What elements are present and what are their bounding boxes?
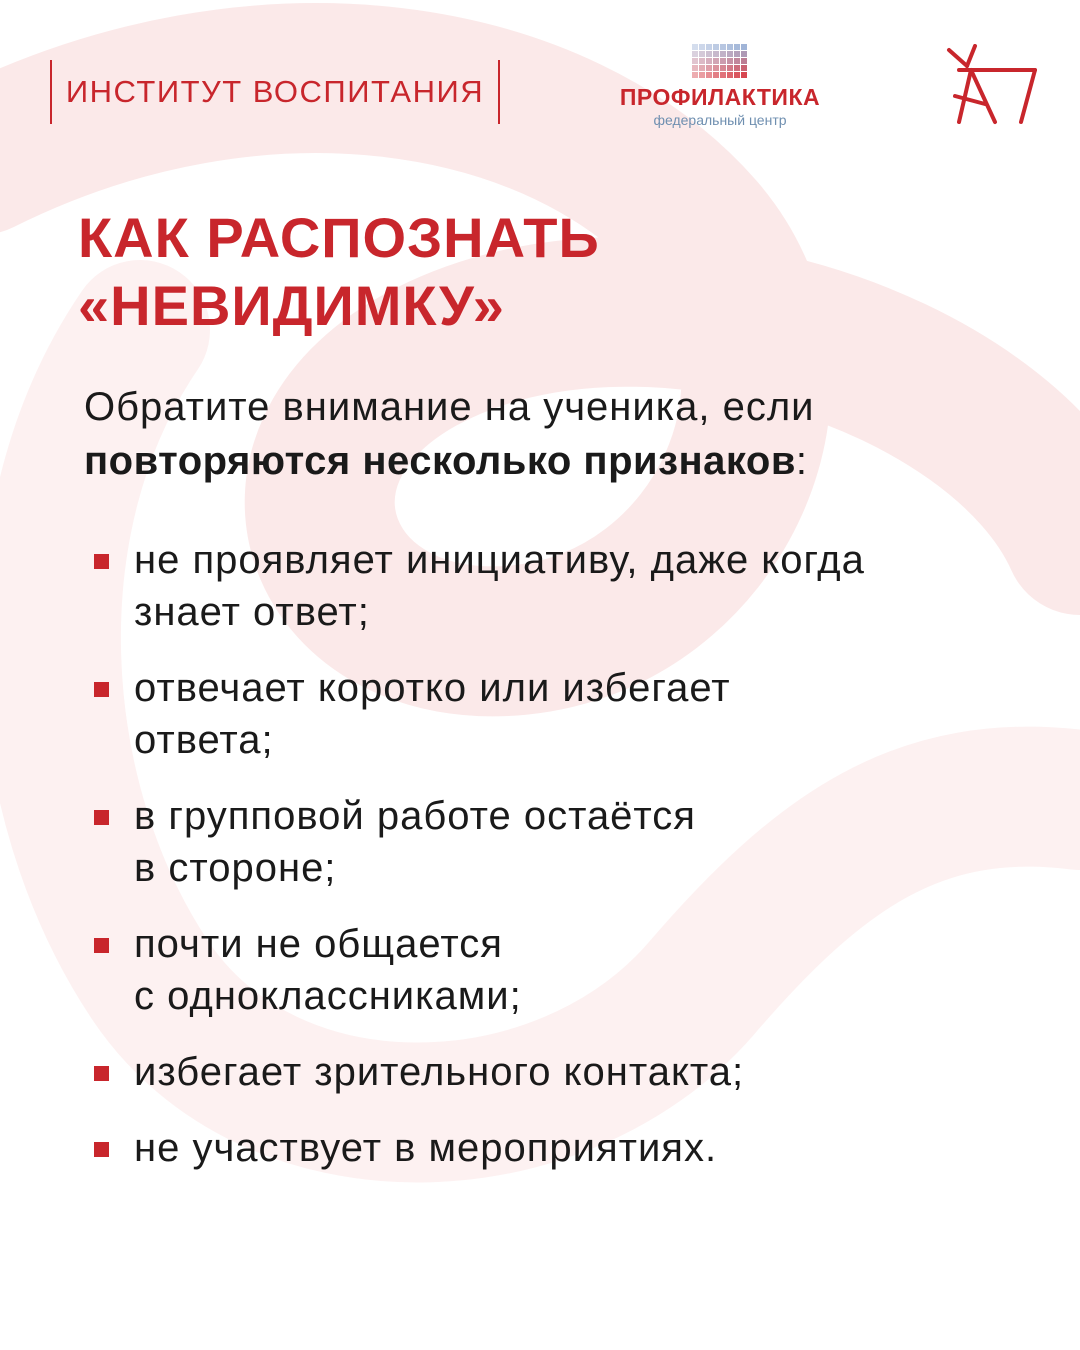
title-line-1: КАК РАСПОЗНАТЬ: [78, 206, 600, 269]
pixel-grid-cell: [727, 51, 733, 57]
intro-suffix: :: [795, 439, 809, 483]
list-item-line: почти не общается: [134, 922, 503, 966]
signs-list: [94, 534, 1044, 1198]
pixel-grid-cell: [727, 65, 733, 71]
pixel-grid-cell: [734, 58, 740, 64]
list-item: [94, 534, 1044, 638]
pixel-grid-cell: [706, 72, 712, 78]
list-item: [94, 918, 1044, 1022]
pixel-grid-cell: [734, 65, 740, 71]
pixel-grid-cell: [692, 44, 698, 50]
bullet-square-icon: [94, 554, 109, 569]
intro-paragraph: [84, 380, 1034, 488]
list-item-line: ответа;: [134, 718, 274, 762]
intro-line-1: Обратите внимание на ученика, если: [84, 385, 815, 429]
logo-name: ПРОФИЛАКТИКА: [619, 84, 821, 110]
institute-logo: [50, 60, 500, 124]
list-item-line: не участвует в мероприятиях.: [134, 1126, 718, 1170]
list-item-line: в групповой работе остаётся: [134, 794, 696, 838]
pixel-grid-cell: [720, 51, 726, 57]
pixel-grid-logo-icon: [692, 44, 748, 78]
pixel-grid-cell: [720, 65, 726, 71]
pixel-grid-cell: [706, 58, 712, 64]
bullet-square-icon: [94, 938, 109, 953]
list-item-line: знает ответ;: [134, 590, 370, 634]
header: [0, 0, 1080, 160]
list-item-line: не проявляет инициативу, даже когда: [134, 538, 865, 582]
pixel-grid-cell: [741, 44, 747, 50]
title-line-2: «НЕВИДИМКУ»: [78, 274, 505, 337]
pixel-grid-cell: [692, 65, 698, 71]
pixel-grid-cell: [706, 51, 712, 57]
pixel-grid-cell: [713, 51, 719, 57]
institute-name: ИНСТИТУТ ВОСПИТАНИЯ: [65, 74, 485, 109]
logo-subtitle: федеральный центр: [653, 112, 787, 128]
pixel-grid-cell: [720, 72, 726, 78]
page-title: [78, 204, 1038, 340]
pixel-grid-cell: [692, 72, 698, 78]
list-item-line: избегает зрительного контакта;: [134, 1050, 745, 1094]
pixel-grid-cell: [706, 44, 712, 50]
list-item: [94, 790, 1044, 894]
pixel-grid-cell: [713, 72, 719, 78]
bullet-square-icon: [94, 1066, 109, 1081]
pixel-grid-cell: [741, 58, 747, 64]
pixel-grid-cell: [699, 44, 705, 50]
pixel-grid-cell: [699, 51, 705, 57]
intro-bold-phrase: повторяются несколько признаков: [84, 439, 796, 483]
pixel-grid-cell: [727, 44, 733, 50]
pixel-grid-cell: [741, 51, 747, 57]
chair-logo-icon: [945, 44, 1039, 126]
bullet-square-icon: [94, 1142, 109, 1157]
pixel-grid-cell: [699, 58, 705, 64]
pixel-grid-cell: [741, 65, 747, 71]
profilaktika-logo: [600, 44, 840, 144]
bullet-square-icon: [94, 810, 109, 825]
pixel-grid-cell: [706, 65, 712, 71]
list-item-line: в стороне;: [134, 846, 337, 890]
pixel-grid-cell: [734, 72, 740, 78]
pixel-grid-cell: [720, 58, 726, 64]
list-item: [94, 662, 1044, 766]
list-item: [94, 1046, 1044, 1098]
pixel-grid-cell: [699, 65, 705, 71]
pixel-grid-cell: [713, 58, 719, 64]
list-item-line: с одноклассниками;: [134, 974, 522, 1018]
pixel-grid-cell: [727, 72, 733, 78]
bullet-square-icon: [94, 682, 109, 697]
pixel-grid-cell: [720, 44, 726, 50]
pixel-grid-cell: [699, 72, 705, 78]
pixel-grid-cell: [692, 58, 698, 64]
pixel-grid-cell: [692, 51, 698, 57]
pixel-grid-cell: [727, 58, 733, 64]
pixel-grid-cell: [713, 65, 719, 71]
pixel-grid-cell: [734, 51, 740, 57]
list-item-line: отвечает коротко или избегает: [134, 666, 731, 710]
pixel-grid-cell: [741, 72, 747, 78]
list-item: [94, 1122, 1044, 1174]
pixel-grid-cell: [713, 44, 719, 50]
pixel-grid-cell: [734, 44, 740, 50]
